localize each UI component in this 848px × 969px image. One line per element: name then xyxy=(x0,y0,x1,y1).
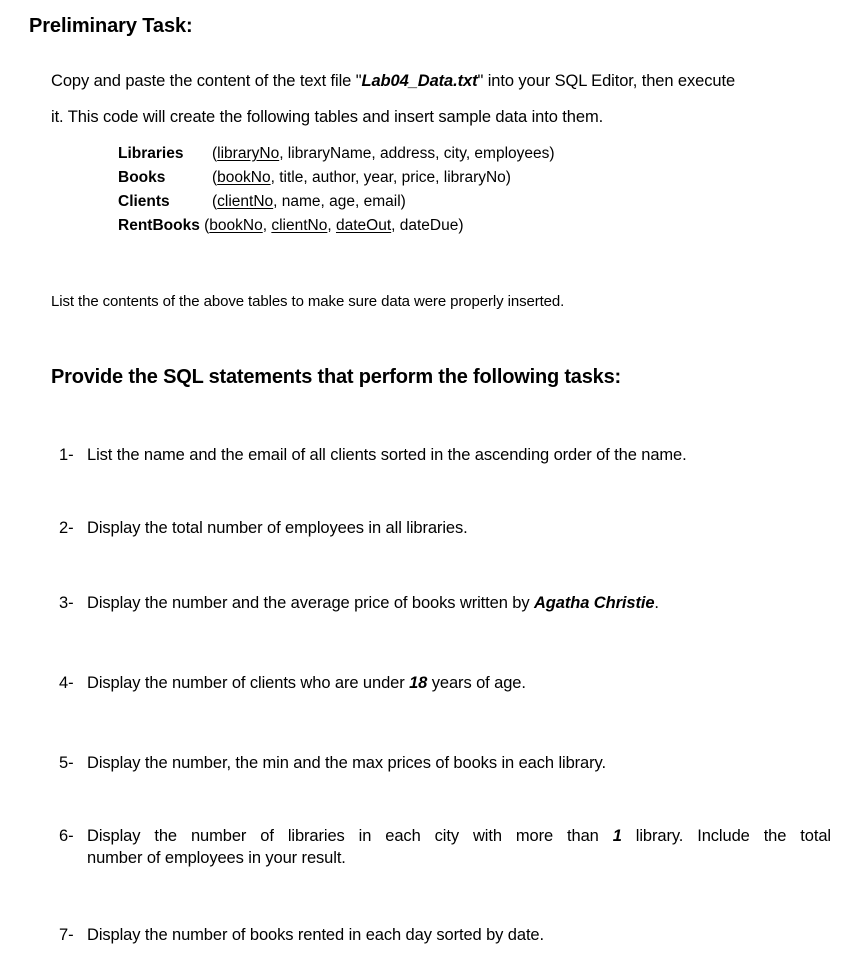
task-text: Display the number and the average price of books written by xyxy=(87,594,534,612)
task-text: Display the total number of employees in all libraries. xyxy=(87,519,468,537)
intro-text: Copy and paste the content of the text file " xyxy=(51,72,362,90)
table-columns: (bookNo, clientNo, dateOut, dateDue) xyxy=(199,217,464,234)
table-columns: (clientNo, name, age, email) xyxy=(212,193,406,210)
task-item xyxy=(59,674,526,693)
task-number: 3- xyxy=(59,594,74,612)
task-item xyxy=(59,446,687,465)
task-number: 4- xyxy=(59,674,74,692)
intro-line-1 xyxy=(51,72,735,91)
column-list: , xyxy=(262,217,272,234)
primary-key-column: dateOut xyxy=(335,217,392,234)
emphasis-text: Agatha Christie xyxy=(533,594,655,612)
task-number: 7- xyxy=(59,926,74,944)
intro-line-2: it. This code will create the following tables and insert sample data into them. xyxy=(51,108,604,126)
task-line xyxy=(87,594,659,612)
column-list: , libraryName, address, city, employees) xyxy=(279,145,555,162)
tasks-heading: Provide the SQL statements that perform the following tasks: xyxy=(51,366,621,388)
table-name: RentBooks xyxy=(118,217,200,234)
task-text: Display the number of clients who are under xyxy=(87,674,410,692)
table-schema-row xyxy=(118,169,511,187)
task-number: 5- xyxy=(59,754,74,772)
task-number: 2- xyxy=(59,519,74,537)
primary-key-column: libraryNo xyxy=(217,145,280,162)
primary-key-column: bookNo xyxy=(209,217,263,234)
emphasis-text: 1 xyxy=(612,827,622,845)
column-list: , title, author, year, price, libraryNo) xyxy=(270,169,511,186)
task-text: library. Include the total xyxy=(621,827,831,845)
task-item xyxy=(59,827,831,868)
filename: Lab04_Data.txt xyxy=(361,72,478,90)
column-list: , xyxy=(327,217,336,234)
task-text: years of age. xyxy=(427,674,526,692)
task-line xyxy=(87,827,831,846)
task-text: Display the number, the min and the max prices of books in each library. xyxy=(87,754,606,772)
intro-text: " into your SQL Editor, then execute xyxy=(477,72,736,90)
table-columns: (libraryNo, libraryName, address, city, employees) xyxy=(212,145,555,162)
task-number: 6- xyxy=(59,827,74,845)
column-list: , dateDue) xyxy=(391,217,464,234)
task-line xyxy=(87,926,544,944)
task-text: Display the number of libraries in each city with more than xyxy=(87,827,613,845)
task-line xyxy=(87,446,687,464)
task-line: number of employees in your result. xyxy=(87,849,346,867)
emphasis-text: 18 xyxy=(409,674,428,692)
primary-key-column: clientNo xyxy=(271,217,328,234)
task-text: Display the number of books rented in each day sorted by date. xyxy=(87,926,544,944)
table-schema-row xyxy=(118,145,555,163)
task-line xyxy=(87,519,468,537)
task-text: List the name and the email of all clients sorted in the ascending order of the name. xyxy=(87,446,687,464)
table-name: Clients xyxy=(118,193,170,210)
task-text: . xyxy=(654,594,659,612)
table-schema-row xyxy=(118,193,406,211)
task-item xyxy=(59,519,468,538)
table-columns: (bookNo, title, author, year, price, libraryNo) xyxy=(212,169,511,186)
column-list: , name, age, email) xyxy=(273,193,406,210)
task-item xyxy=(59,754,606,773)
task-line xyxy=(87,674,526,692)
page-heading: Preliminary Task: xyxy=(29,15,193,37)
task-item xyxy=(59,926,544,945)
table-name: Books xyxy=(118,169,166,186)
table-name: Libraries xyxy=(118,145,184,162)
task-number: 1- xyxy=(59,446,74,464)
task-item xyxy=(59,594,659,613)
table-schema-row xyxy=(118,217,464,235)
verify-note: List the contents of the above tables to make sure data were properly inserted. xyxy=(51,293,565,310)
primary-key-column: clientNo xyxy=(217,193,274,210)
primary-key-column: bookNo xyxy=(217,169,271,186)
task-line xyxy=(87,754,606,772)
